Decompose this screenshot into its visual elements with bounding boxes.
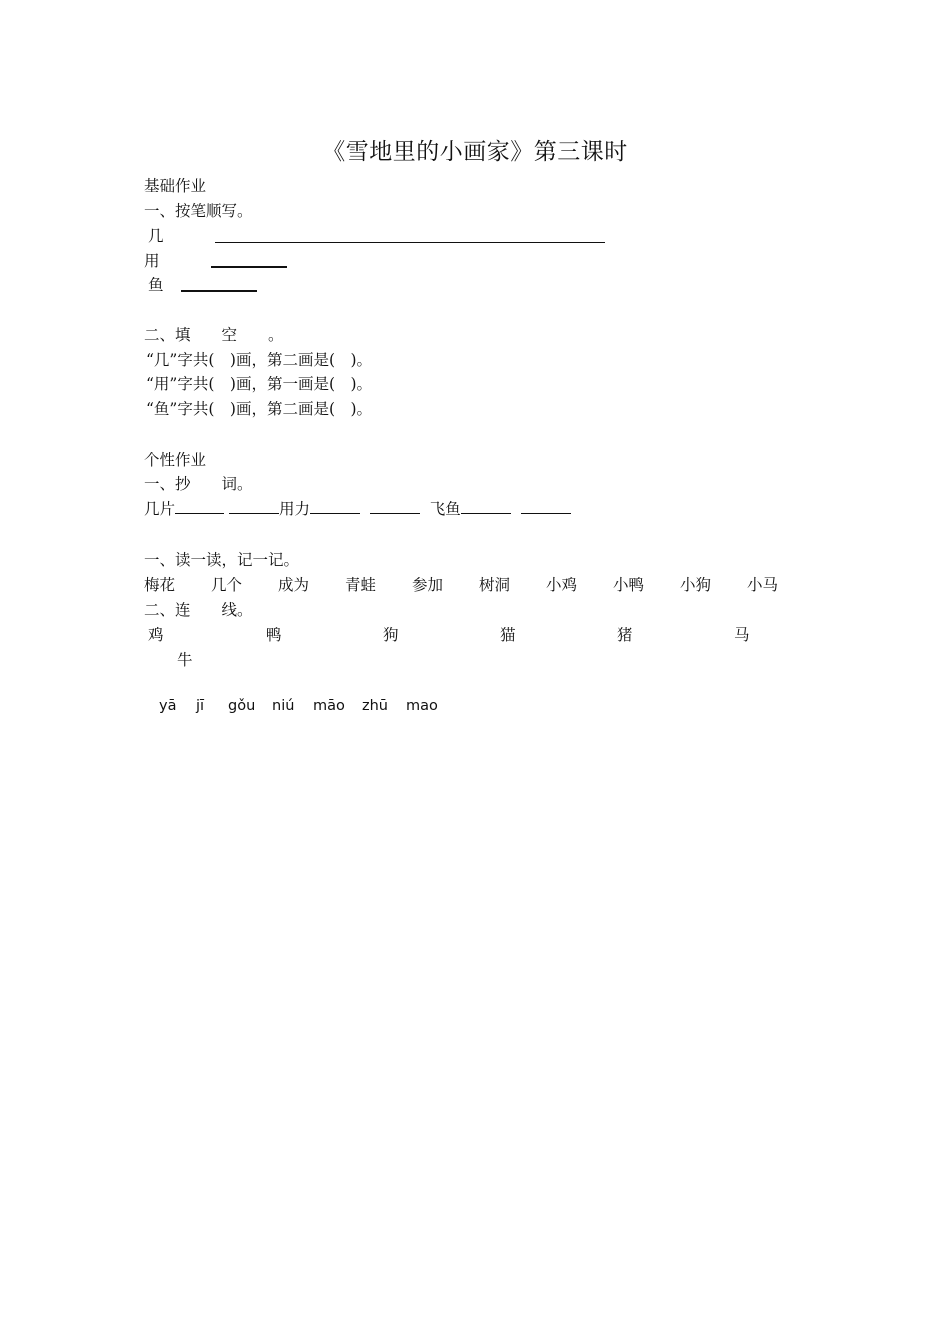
- connect-pinyin[interactable]: yā: [159, 698, 177, 714]
- stroke-line-yu[interactable]: [181, 276, 257, 292]
- connect-animal[interactable]: 鸭: [266, 626, 282, 644]
- connect-pinyin[interactable]: jī: [196, 698, 205, 714]
- connect-animal[interactable]: 猫: [500, 626, 516, 644]
- q2-line-1[interactable]: “几”字共( )画，第二画是( )。: [146, 351, 373, 369]
- copy-words-row: [144, 499, 571, 519]
- page-title: 《雪地里的小画家》第三课时: [322, 139, 628, 165]
- connect-pinyin[interactable]: niú: [272, 698, 295, 714]
- read-word: 青蛙: [345, 576, 377, 594]
- connect-animal[interactable]: 猪: [617, 626, 633, 644]
- read-title: 一、读一读，记一记。: [144, 551, 300, 569]
- copy-blank[interactable]: [310, 499, 360, 514]
- copy-word-3: 飞鱼: [429, 500, 461, 518]
- copy-blank[interactable]: [229, 499, 279, 514]
- connect-pinyin[interactable]: māo: [313, 698, 345, 714]
- copy-word-2: 用力: [278, 500, 310, 518]
- connect-animal[interactable]: 鸡: [148, 626, 164, 644]
- connect-animal[interactable]: 狗: [383, 626, 399, 644]
- q2-line-3[interactable]: “鱼”字共( )画，第二画是( )。: [146, 400, 373, 418]
- read-word: 小鸭: [613, 576, 645, 594]
- copy-blank[interactable]: [370, 499, 420, 514]
- q1-title: 一、按笔顺写。: [144, 202, 253, 220]
- q2-line-2[interactable]: “用”字共( )画，第一画是( )。: [146, 375, 373, 393]
- read-word: 小鸡: [546, 576, 578, 594]
- stroke-char-ji: 几: [148, 227, 164, 245]
- read-word: 树洞: [479, 576, 511, 594]
- stroke-char-yong: 用: [144, 252, 160, 270]
- connect-pinyin[interactable]: zhū: [362, 698, 388, 714]
- read-word: 梅花: [144, 576, 176, 594]
- personal-heading: 个性作业: [144, 451, 207, 469]
- connect-animal[interactable]: 马: [734, 626, 750, 644]
- connect-pinyin[interactable]: mao: [406, 698, 438, 714]
- read-word: 成为: [278, 576, 310, 594]
- copy-blank[interactable]: [521, 499, 571, 514]
- copy-blank[interactable]: [175, 499, 224, 514]
- connect-title: 二、连 线。: [144, 601, 253, 619]
- read-word: 几个: [211, 576, 243, 594]
- connect-animal[interactable]: 牛: [177, 651, 193, 669]
- copy-blank[interactable]: [461, 499, 511, 514]
- copy-title: 一、抄 词。: [144, 475, 253, 493]
- connect-pinyin[interactable]: gǒu: [228, 698, 256, 714]
- q2-title: 二、填 空 。: [144, 326, 284, 344]
- stroke-line-ji[interactable]: [215, 228, 605, 243]
- read-word: 小马: [747, 576, 779, 594]
- stroke-line-yong[interactable]: [211, 252, 287, 268]
- stroke-char-yu: 鱼: [148, 276, 164, 294]
- copy-word-1: 几片: [144, 500, 176, 518]
- basic-heading: 基础作业: [144, 177, 207, 195]
- read-word: 小狗: [680, 576, 712, 594]
- read-word: 参加: [412, 576, 444, 594]
